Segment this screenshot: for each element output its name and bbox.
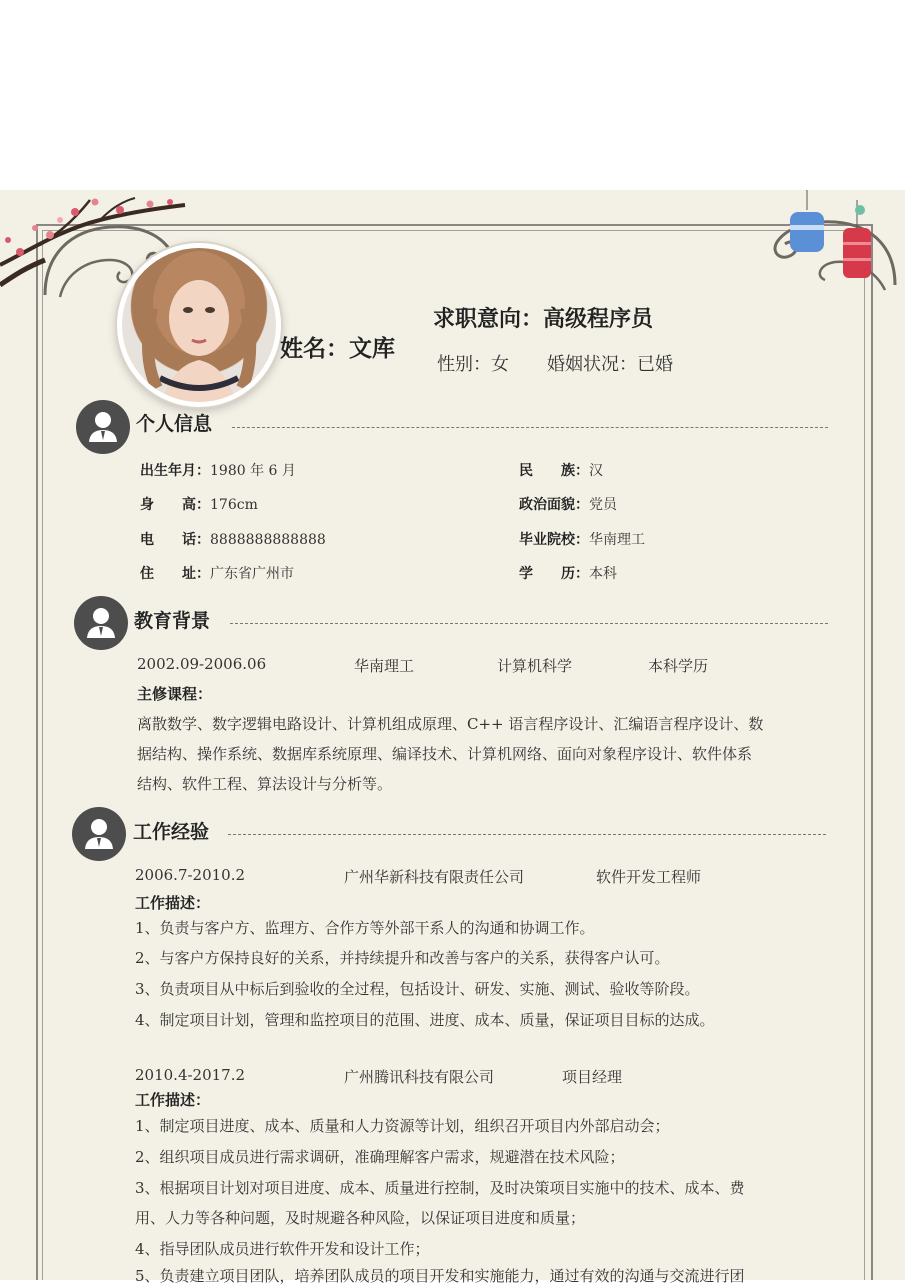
courses-label: 主修课程： — [137, 685, 213, 703]
info-row: 学 历：本科 — [519, 566, 617, 582]
section-title-education: 教育背景 — [134, 610, 211, 632]
section-divider — [228, 834, 826, 835]
lantern-decoration — [735, 190, 905, 300]
job-desc-line: 3、根据项目计划对项目进度、成本、质量进行控制，及时决策项目实施中的技术、成本、费 — [135, 1179, 745, 1197]
gender: 性别：女 — [437, 354, 509, 375]
job-desc-line: 1、制定项目进度、成本、质量和人力资源等计划，组织召开项目内外部启动会； — [135, 1117, 670, 1135]
info-row: 民 族：汉 — [519, 463, 603, 479]
section-divider — [232, 427, 828, 428]
info-row: 出生年月：1980 年 6 月 — [140, 463, 296, 479]
job-desc-line: 2、组织项目成员进行需求调研，准确理解客户需求，规避潜在技术风险； — [135, 1148, 625, 1166]
education-major: 计算机科学 — [497, 657, 573, 675]
person-icon — [74, 596, 128, 650]
candidate-name: 姓名：文库 — [280, 336, 395, 362]
section-title-work: 工作经验 — [133, 821, 210, 843]
job-intention: 求职意向：高级程序员 — [433, 307, 654, 332]
job-position: 项目经理 — [562, 1068, 623, 1086]
info-row: 政治面貌：党员 — [519, 497, 617, 513]
info-row: 身 高：176cm — [140, 497, 258, 513]
courses-line: 据结构、操作系统、数据库系统原理、编译技术、计算机网络、面向对象程序设计、软件体系 — [137, 745, 753, 763]
education-period: 2002.09-2006.06 — [137, 655, 267, 673]
info-row: 毕业院校：华南理工 — [519, 532, 645, 548]
job-desc-line: 4、制定项目计划，管理和监控项目的范围、进度、成本、质量，保证项目目标的达成。 — [135, 1011, 715, 1029]
job-desc-line: 5、负责建立项目团队，培养团队成员的项目开发和实施能力，通过有效的沟通与交流进行团 — [135, 1267, 745, 1285]
job-period: 2010.4-2017.2 — [135, 1066, 246, 1084]
basic-status — [437, 350, 711, 376]
courses-line: 离散数学、数字逻辑电路设计、计算机组成原理、C++ 语言程序设计、汇编语言程序设计、数 — [137, 715, 764, 733]
info-row: 电 话：8888888888888 — [140, 532, 326, 548]
person-icon — [72, 807, 126, 861]
marital-status: 婚姻状况：已婚 — [547, 354, 673, 375]
job-position: 软件开发工程师 — [596, 868, 702, 886]
job-desc-line: 1、负责与客户方、监理方、合作方等外部干系人的沟通和协调工作。 — [135, 919, 595, 937]
job-desc-line: 3、负责项目从中标后到验收的全过程，包括设计、研发、实施、测试、验收等阶段。 — [135, 980, 700, 998]
job-desc-line: 4、指导团队成员进行软件开发和设计工作； — [135, 1240, 430, 1258]
job-period: 2006.7-2010.2 — [135, 866, 246, 884]
info-row: 住 址：广东省广州市 — [140, 566, 294, 582]
job-desc-line: 用、人力等各种问题，及时规避各种风险，以保证项目进度和质量； — [135, 1209, 586, 1227]
portrait-image — [122, 248, 276, 402]
section-title-personal: 个人信息 — [136, 413, 213, 435]
person-icon — [76, 400, 130, 454]
education-school: 华南理工 — [354, 657, 415, 675]
job-desc-line: 2、与客户方保持良好的关系，并持续提升和改善与客户的关系，获得客户认可。 — [135, 949, 670, 967]
education-degree: 本科学历 — [648, 657, 709, 675]
job-company: 广州腾讯科技有限公司 — [344, 1068, 495, 1086]
job-desc-label: 工作描述： — [135, 1091, 211, 1109]
job-company: 广州华新科技有限责任公司 — [344, 868, 525, 886]
job-desc-label: 工作描述： — [135, 894, 211, 912]
section-divider — [230, 623, 828, 624]
profile-photo — [117, 243, 281, 407]
courses-line: 结构、软件工程、算法设计与分析等。 — [137, 775, 393, 793]
